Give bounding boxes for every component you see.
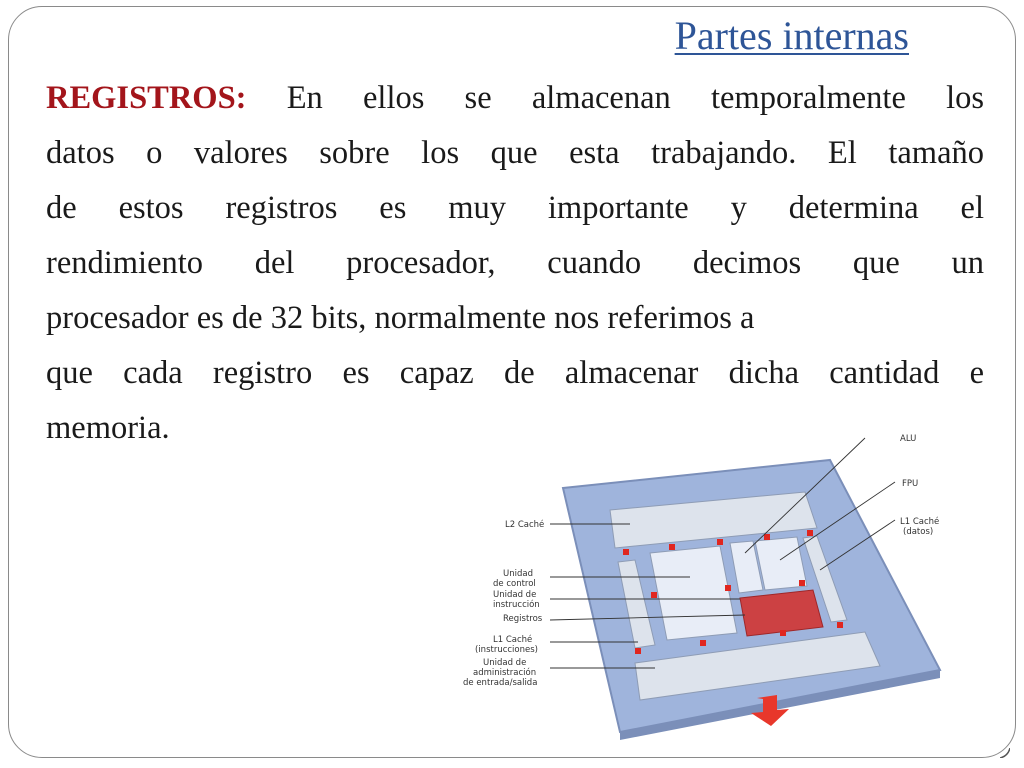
text-line-5: procesador es de 32 bits, normalmente nos referimos a bbox=[46, 300, 755, 336]
registros-keyword: REGISTROS: bbox=[46, 80, 247, 116]
label-l2-cache: L2 Caché bbox=[505, 520, 545, 530]
label-fpu: FPU bbox=[902, 479, 919, 489]
label-alu: ALU bbox=[900, 434, 917, 444]
corner-curl-icon bbox=[1000, 748, 1010, 758]
label-io-1: Unidad de bbox=[483, 658, 527, 668]
slide-title: Partes internas bbox=[674, 13, 909, 58]
text-line-7: memoria. bbox=[46, 410, 170, 446]
label-io-3: de entrada/salida bbox=[463, 678, 538, 688]
label-l1-instr-2: (instrucciones) bbox=[475, 645, 538, 655]
text-line-1: REGISTROS: En ellos se almacenan temporalmente los bbox=[46, 80, 985, 116]
label-control-2: de control bbox=[493, 579, 536, 589]
label-io-2: administración bbox=[473, 668, 537, 678]
text-line-3: de estos registros es muy importante y determina el bbox=[46, 190, 984, 226]
label-l1-data-2: (datos) bbox=[903, 527, 934, 537]
label-registers: Registros bbox=[503, 614, 543, 624]
body-paragraph bbox=[46, 71, 984, 456]
label-instruction-2: instrucción bbox=[493, 600, 540, 610]
label-control-1: Unidad bbox=[503, 569, 533, 579]
processor-illustration bbox=[455, 420, 970, 760]
label-l1-instr-1: L1 Caché bbox=[493, 635, 533, 645]
processor-diagram bbox=[455, 420, 970, 760]
text-line-6: que cada registro es capaz de almacenar dicha cantidad e bbox=[46, 355, 984, 391]
label-l1-data-1: L1 Caché bbox=[900, 517, 940, 527]
text-line-2: datos o valores sobre los que esta trabajando. El tamaño bbox=[46, 135, 984, 171]
label-instruction-1: Unidad de bbox=[493, 590, 537, 600]
text-line-4: rendimiento del procesador, cuando decimos que un bbox=[46, 245, 984, 281]
